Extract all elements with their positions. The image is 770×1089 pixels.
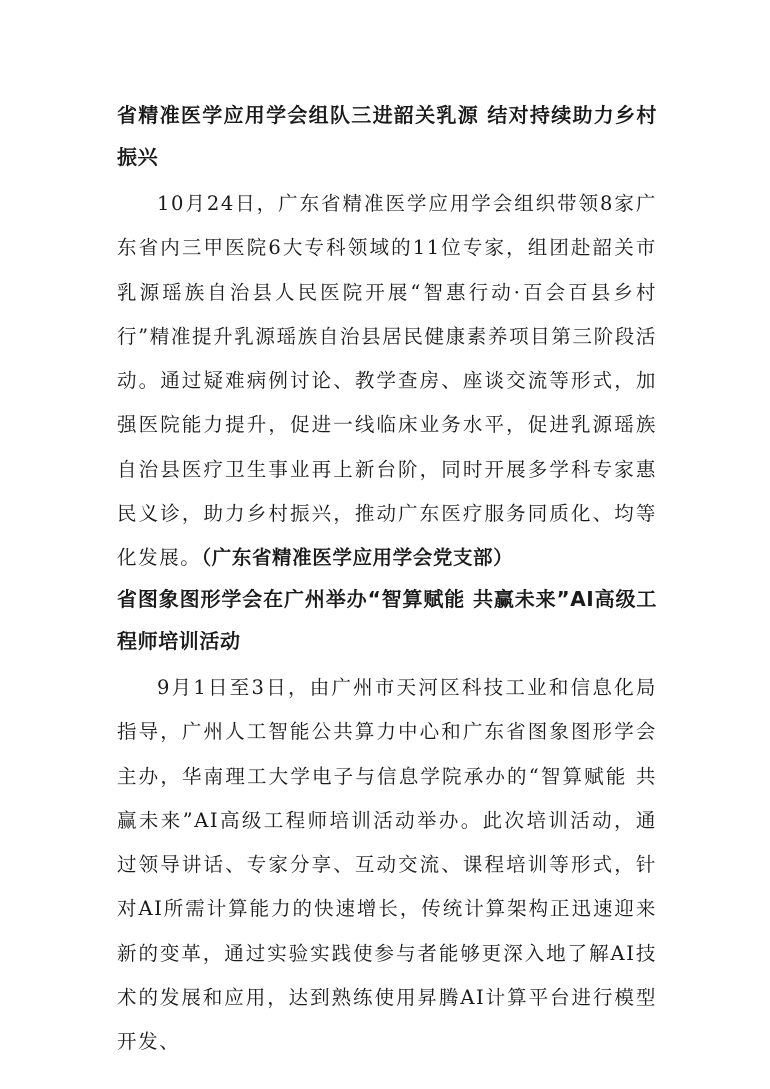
article-body	[117, 666, 657, 1065]
news-article	[117, 94, 657, 581]
article-body-text: 9月1日至3日，由广州市天河区科技工业和信息化局指导，广州人工智能公共算力中心和广东省图象图形学会主办，华南理工大学电子与信息学院承办的“智算赋能 共赢未来”AI高级工程师培训活动举办。此次培训活动，通过领导讲话、专家分享、互动交流、课程培训等形式，针对AI所需计算能力的快速增长，传统计算架构正迅速迎来新的变革，通过实验实践使参与者能够更深入地了解AI技术的发展和应用，达到熟练使用昇腾AI计算平台进行模型开发、	[117, 676, 657, 1054]
article-body	[117, 182, 657, 581]
article-title: 省精准医学应用学会组队三进韶关乳源 结对持续助力乡村振兴	[117, 103, 657, 169]
article-title: 省图象图形学会在广州举办“智算赋能 共赢未来”AI高级工程师培训活动	[117, 587, 657, 653]
article-source: （广东省精准医学应用学会党支部）	[201, 546, 514, 570]
news-article	[117, 578, 657, 1065]
article-body-text: 10月24日，广东省精准医学应用学会组织带领8家广东省内三甲医院6大专科领域的11位专家，组团赴韶关市乳源瑶族自治县人民医院开展“智惠行动·百会百县乡村行”精准提升乳源瑶族自治县居民健康素养项目第三阶段活动。通过疑难病例讨论、教学查房、座谈交流等形式，加强医院能力提升，促进一线临床业务水平，促进乳源瑶族自治县医疗卫生事业再上新台阶，同时开展多学科专家惠民义诊，助力乡村振兴，推动广东医疗服务同质化、均等化发展。	[117, 192, 657, 570]
